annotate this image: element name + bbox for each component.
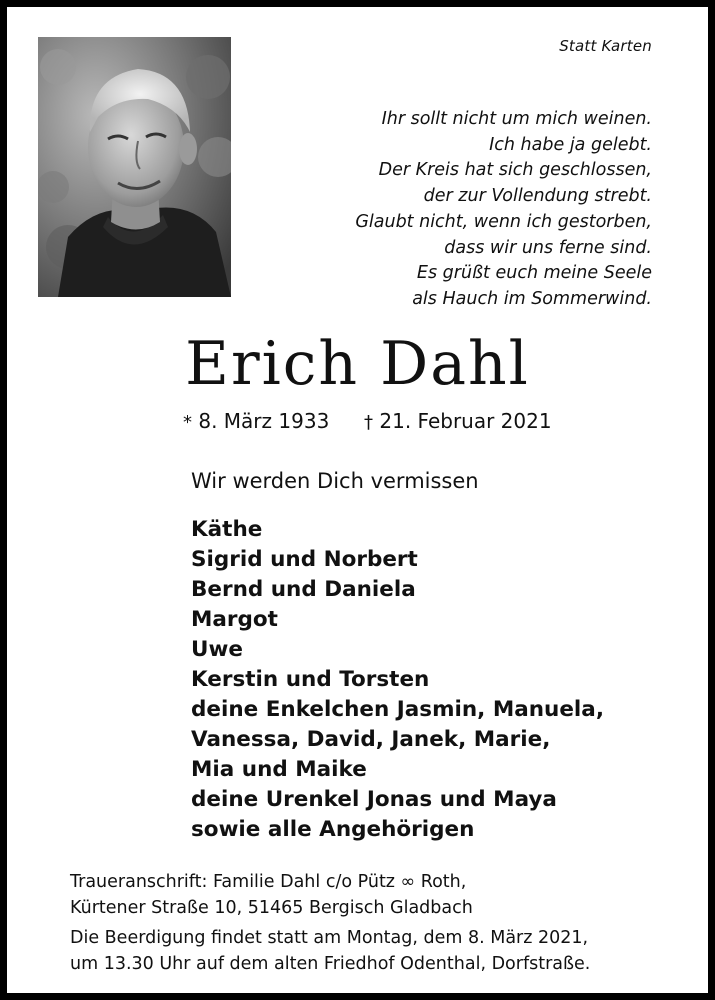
portrait-photo [38,37,231,297]
mourner-line: Kerstin und Torsten [191,667,430,692]
mourner-line: Sigrid und Norbert [191,547,418,572]
funeral-info-line: um 13.30 Uhr auf dem alten Friedhof Odenthal, Dorfstraße. [70,954,591,974]
mourner-line: Mia und Maike [191,757,367,782]
poem-line: dass wir uns ferne sind. [444,237,652,258]
mourner-line: sowie alle Angehörigen [191,817,475,842]
mourner-line: Uwe [191,637,243,662]
mourners-list [191,515,604,845]
poem-line: der zur Vollendung strebt. [423,186,652,207]
deceased-name: Erich Dahl [185,329,530,399]
birth-date: 8. März 1933 [198,409,330,433]
poem-line: als Hauch im Sommerwind. [412,288,652,309]
poem [292,107,652,313]
funeral-info-line: Die Beerdigung findet statt am Montag, dem 8. März 2021, [70,928,589,948]
life-dates [183,409,552,433]
mourner-line: Käthe [191,517,263,542]
address-line: Traueranschrift: Familie Dahl c/o Pütz ∞ Roth, [70,872,467,892]
poem-line: Der Kreis hat sich geschlossen, [378,160,652,181]
mourner-line: deine Urenkel Jonas und Maya [191,787,557,812]
footer-info [70,869,590,977]
birth-star-icon: * [183,412,192,433]
poem-line: Glaubt nicht, wenn ich gestorben, [355,211,652,232]
mourner-line: Margot [191,607,278,632]
statt-karten-note: Statt Karten [559,37,652,55]
mourner-line: Bernd und Daniela [191,577,416,602]
poem-line: Ihr sollt nicht um mich weinen. [381,109,652,129]
poem-line: Es grüßt euch meine Seele [416,263,652,284]
mourner-line: deine Enkelchen Jasmin, Manuela, [191,697,604,722]
poem-line: Ich habe ja gelebt. [489,134,652,155]
address-line: Kürtener Straße 10, 51465 Bergisch Gladbach [70,898,473,918]
farewell-message: Wir werden Dich vermissen [191,469,479,493]
death-cross-icon: † [364,412,374,433]
mourner-line: Vanessa, David, Janek, Marie, [191,727,551,752]
death-date: 21. Februar 2021 [379,409,552,433]
